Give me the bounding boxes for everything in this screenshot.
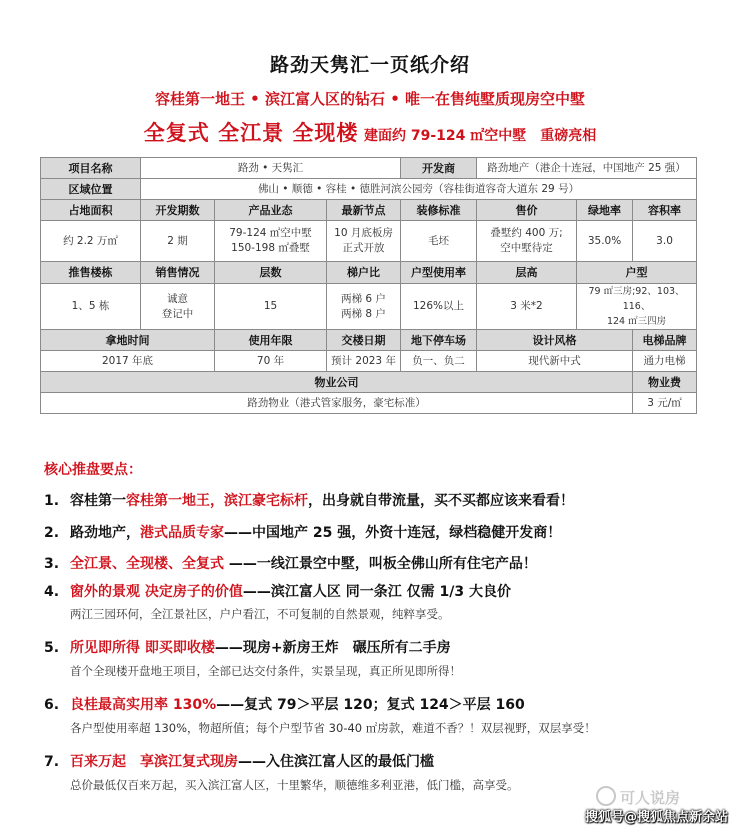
subtitle: 容桂第一地王 • 滨江富人区的钻石 • 唯一在售纯墅质现房空中墅 (154, 90, 586, 108)
point-number: 2. (44, 525, 60, 541)
cell-line: 10 月底板房 (334, 227, 393, 239)
point-description: 总价最低仅百来万起，买入滨江富人区，十里繁华，顺德维多利亚港，低门槛，高享受。 (70, 778, 519, 792)
table-cell: 容积率 (633, 200, 697, 221)
table-cell: 绿地率 (577, 200, 633, 221)
point-description: 首个全现楼开盘地王项目，全部已达交付条件，实景呈现，真正所见即所得！ (70, 664, 461, 678)
table-cell: 交楼日期 (327, 330, 401, 351)
table-cell: 3.0 (633, 221, 697, 262)
wechat-watermark (596, 786, 680, 808)
point-text: ——现房+新房王炸 碾压所有二手房 (214, 640, 451, 656)
list-item (44, 581, 511, 601)
table-cell: 物业公司 (41, 372, 633, 393)
wechat-logo-icon (596, 786, 616, 806)
table-cell: 梯户比 (327, 262, 401, 284)
table-cell: 路劲地产（港企十连冠，中国地产 25 强） (477, 158, 697, 179)
table-cell: 户型 (577, 262, 697, 284)
cell-line: 叠墅约 400 万; (490, 227, 563, 239)
cell-line: 空中墅待定 (500, 242, 553, 254)
list-item (44, 490, 574, 510)
point-text: ——中国地产 25 强，外资十连冠，绿档稳健开发商！ (224, 525, 562, 541)
table-row (41, 179, 697, 200)
list-item (44, 553, 537, 573)
table-row (41, 262, 697, 284)
point-description: 两江三园环何，全江景社区，户户看江，不可复制的自然景观，纯粹享受。 (70, 607, 450, 621)
point-highlight: 窗外的景观 决定房子的价值 (70, 584, 243, 600)
table-cell (141, 284, 215, 330)
project-info-table (40, 157, 697, 414)
list-item (44, 522, 561, 542)
point-text: ——入住滨江富人区的最低门槛 (238, 754, 434, 770)
point-highlight: 全江景、全现楼、全复式 (70, 556, 224, 572)
cell-line: 两梯 6 户 (341, 292, 386, 305)
point-highlight: 百来万起 享滨江复式现房 (70, 754, 238, 770)
slogan-area: 建面约 79-124 ㎡空中墅 重磅亮相 (363, 128, 597, 144)
list-item (44, 694, 525, 714)
table-cell: 现代新中式 (477, 351, 633, 372)
table-cell: 使用年限 (215, 330, 327, 351)
table-cell: 70 年 (215, 351, 327, 372)
table-cell: 负一、负二 (401, 351, 477, 372)
point-lead: 容桂第一 (70, 493, 126, 509)
table-cell (327, 284, 401, 330)
table-cell: 2 期 (141, 221, 215, 262)
table-cell: 126%以上 (401, 284, 477, 330)
table-cell: 拿地时间 (41, 330, 215, 351)
table-cell: 2017 年底 (41, 351, 215, 372)
slogan (0, 117, 740, 147)
point-number: 1. (44, 493, 60, 509)
table-row (41, 200, 697, 221)
point-text: ——滨江富人区 同一条江 仅需 1/3 大良价 (242, 584, 511, 600)
section-title: 核心推盘要点： (44, 462, 142, 478)
cell-line: 79 ㎡三房;92、103、116、 (588, 286, 685, 312)
cell-line: 124 ㎡三四房 (606, 316, 667, 327)
point-number: 4. (44, 584, 60, 600)
table-cell: 区域位置 (41, 179, 141, 200)
point-number: 7. (44, 754, 60, 770)
table-cell: 层数 (215, 262, 327, 284)
table-cell: 1、5 栋 (41, 284, 141, 330)
table-cell: 3 元/㎡ (633, 393, 697, 414)
list-item (44, 637, 451, 657)
point-text: ，出身就自带流量，买不买都应该来看看！ (308, 493, 574, 509)
table-cell: 户型使用率 (401, 262, 477, 284)
point-highlight: 容桂第一地王，滨江豪宅标杆 (126, 493, 308, 509)
point-text: ——一线江景空中墅，叫板全佛山所有住宅产品！ (224, 556, 537, 572)
table-cell: 售价 (477, 200, 577, 221)
table-cell: 3 米*2 (477, 284, 577, 330)
table-cell: 产品业态 (215, 200, 327, 221)
point-highlight: 良桂最高实用率 130% (70, 697, 217, 713)
table-cell: 15 (215, 284, 327, 330)
table-row (41, 221, 697, 262)
cell-line: 正式开放 (342, 242, 385, 254)
table-cell: 占地面积 (41, 200, 141, 221)
point-number: 6. (44, 697, 60, 713)
cell-line: 登记中 (161, 307, 194, 320)
table-row (41, 351, 697, 372)
cell-line: 150-198 ㎡叠墅 (231, 242, 310, 254)
table-cell: 层高 (477, 262, 577, 284)
table-cell: 毛坯 (401, 221, 477, 262)
cell-line: 79-124 ㎡空中墅 (229, 227, 312, 239)
table-cell: 佛山 • 顺德 • 容桂 • 德胜河滨公园旁（容桂街道容奇大道东 29 号） (141, 179, 697, 200)
table-cell: 约 2.2 万㎡ (41, 221, 141, 262)
point-description: 各户型使用率超 130%，物超所值；每个户型节省 30-40 ㎡房款，难道不香？！双层视野，双层享受！ (70, 721, 596, 735)
table-cell (215, 221, 327, 262)
table-cell: 最新节点 (327, 200, 401, 221)
table-cell: 路劲 • 天隽汇 (141, 158, 401, 179)
page-title: 路劲天隽汇一页纸介绍 (269, 54, 470, 76)
table-cell: 物业费 (633, 372, 697, 393)
table-cell: 项目名称 (41, 158, 141, 179)
table-cell: 路劲物业（港式管家服务，豪宅标准） (41, 393, 633, 414)
table-cell: 开发商 (401, 158, 477, 179)
point-number: 5. (44, 640, 60, 656)
point-text: ——复式 79＞平层 120；复式 124＞平层 160 (216, 697, 525, 713)
table-cell: 35.0% (577, 221, 633, 262)
table-cell: 装修标准 (401, 200, 477, 221)
table-row (41, 372, 697, 393)
table-row (41, 330, 697, 351)
list-item (44, 751, 434, 771)
table-row (41, 158, 697, 179)
table-cell: 销售情况 (141, 262, 215, 284)
cell-line: 两梯 8 户 (341, 307, 386, 320)
sohu-watermark: 搜狐号@搜狐焦点新余站 (584, 810, 728, 825)
watermark-text: 可人说房 (620, 789, 681, 807)
point-lead: 路劲地产， (70, 525, 140, 541)
cell-line: 诚意 (167, 292, 188, 305)
table-cell: 设计风格 (477, 330, 633, 351)
table-row (41, 393, 697, 414)
point-number: 3. (44, 556, 60, 572)
table-cell (477, 221, 577, 262)
point-highlight: 港式品质专家 (140, 525, 224, 541)
table-cell: 电梯品牌 (633, 330, 697, 351)
slogan-main: 全复式 全江景 全现楼 (143, 121, 359, 145)
table-cell: 通力电梯 (633, 351, 697, 372)
table-cell: 地下停车场 (401, 330, 477, 351)
table-cell (327, 221, 401, 262)
table-cell: 开发期数 (141, 200, 215, 221)
table-cell (577, 284, 697, 330)
table-cell: 预计 2023 年 (327, 351, 401, 372)
point-highlight: 所见即所得 即买即收楼 (70, 640, 215, 656)
table-row (41, 284, 697, 330)
table-cell: 推售楼栋 (41, 262, 141, 284)
